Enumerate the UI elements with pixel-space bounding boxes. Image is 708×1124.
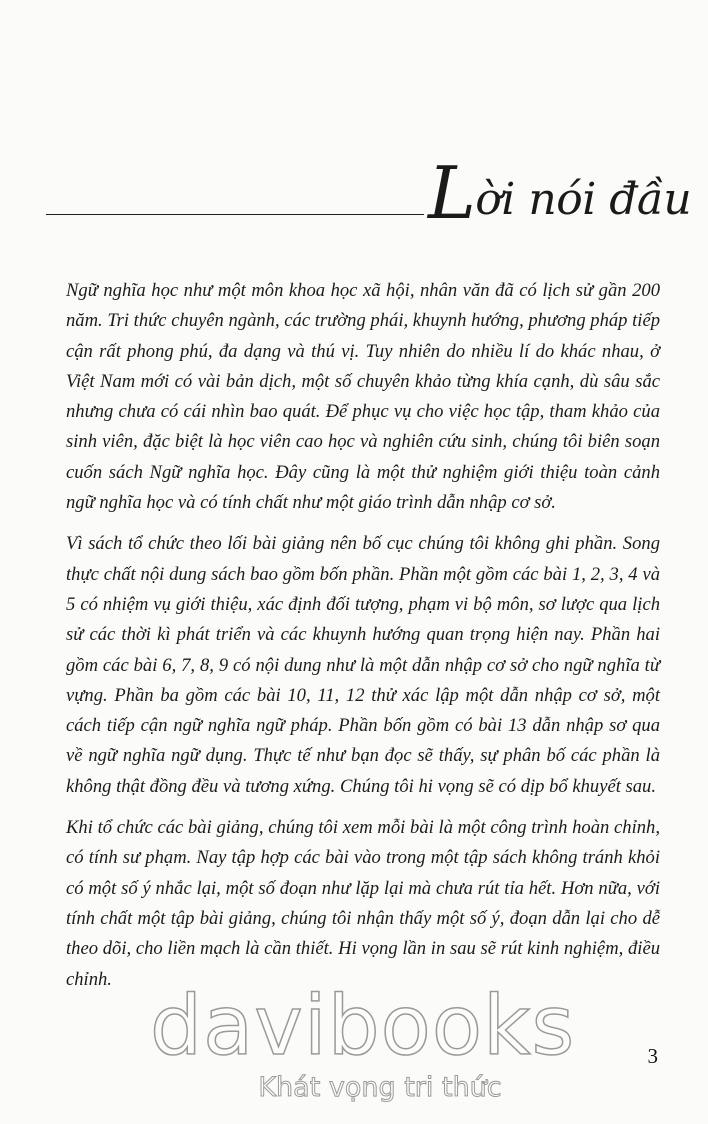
paragraph-1: Ngữ nghĩa học như một môn khoa học xã hội, nhân văn đã có lịch sử gần 200 năm. Tri thức chuyên ngành, các trường phái, khuynh hướng, phương pháp tiếp cận rất phong phú, đa dạng và thú vị. Tuy nhiên do nhiều lí do khác nhau, ở Việt Nam mới có vài bản dịch, một số chuyên khảo từng khía cạnh, dù sâu sắc nhưng chưa có cái nhìn bao quát. Để phục vụ cho việc học tập, tham khảo của sinh viên, đặc biệt là học viên cao học và nghiên cứu sinh, chúng tôi biên soạn cuốn sách Ngữ nghĩa học. Đây cũng là một thử nghiệm giới thiệu toàn cảnh ngữ nghĩa học và có tính chất như một giáo trình dẫn nhập cơ sở. xyxy=(66,280,660,514)
watermark-tagline: Khát vọng tri thức xyxy=(258,1072,502,1103)
watermark-brand: davibooks xyxy=(150,979,576,1074)
heading-rule xyxy=(46,214,424,215)
paragraph-3: Khi tổ chức các bài giảng, chúng tôi xem mỗi bài là một công trình hoàn chỉnh, có tính sư phạm. Nay tập hợp các bài vào trong một tập sách không tránh khỏi có một số ý nhắc lại, một số đoạn như lặp lại mà chưa rút tỉa hết. Hơn nữa, với tính chất một tập bài giảng, chúng tôi nhận thấy một số ý, đoạn dẫn lại cho dễ theo dõi, cho liền mạch là cần thiết. Hi vọng lần in sau sẽ rút kinh nghiệm, điều chỉnh. xyxy=(66,817,660,990)
title-initial: L xyxy=(428,151,476,235)
chapter-heading xyxy=(46,148,692,238)
page-number: 3 xyxy=(647,1044,658,1068)
preface-body xyxy=(66,276,660,1006)
page-title xyxy=(428,148,691,245)
title-rest: ời nói đầu xyxy=(475,174,692,225)
paragraph-2: Vì sách tổ chức theo lối bài giảng nên bố cục chúng tôi không ghi phần. Song thực chất nội dung sách bao gồm bốn phần. Phần một gồm các bài 1, 2, 3, 4 và 5 có nhiệm vụ giới thiệu, xác định đối tượng, phạm vi bộ môn, sơ lược qua lịch sử các thời kì phát triển và các khuynh hướng quan trọng hiện nay. Phần hai gồm các bài 6, 7, 8, 9 có nội dung như là một dẫn nhập cơ sở cho ngữ nghĩa từ vựng. Phần ba gồm các bài 10, 11, 12 thử xác lập một dẫn nhập cơ sở, một cách tiếp cận ngữ nghĩa ngữ pháp. Phần bốn gồm có bài 13 dẫn nhập sơ qua về ngữ nghĩa ngữ dụng. Thực tế như bạn đọc sẽ thấy, sự phân bố các phần là không thật đồng đều và tương xứng. Chúng tôi hi vọng sẽ có dịp bổ khuyết sau. xyxy=(66,533,660,797)
